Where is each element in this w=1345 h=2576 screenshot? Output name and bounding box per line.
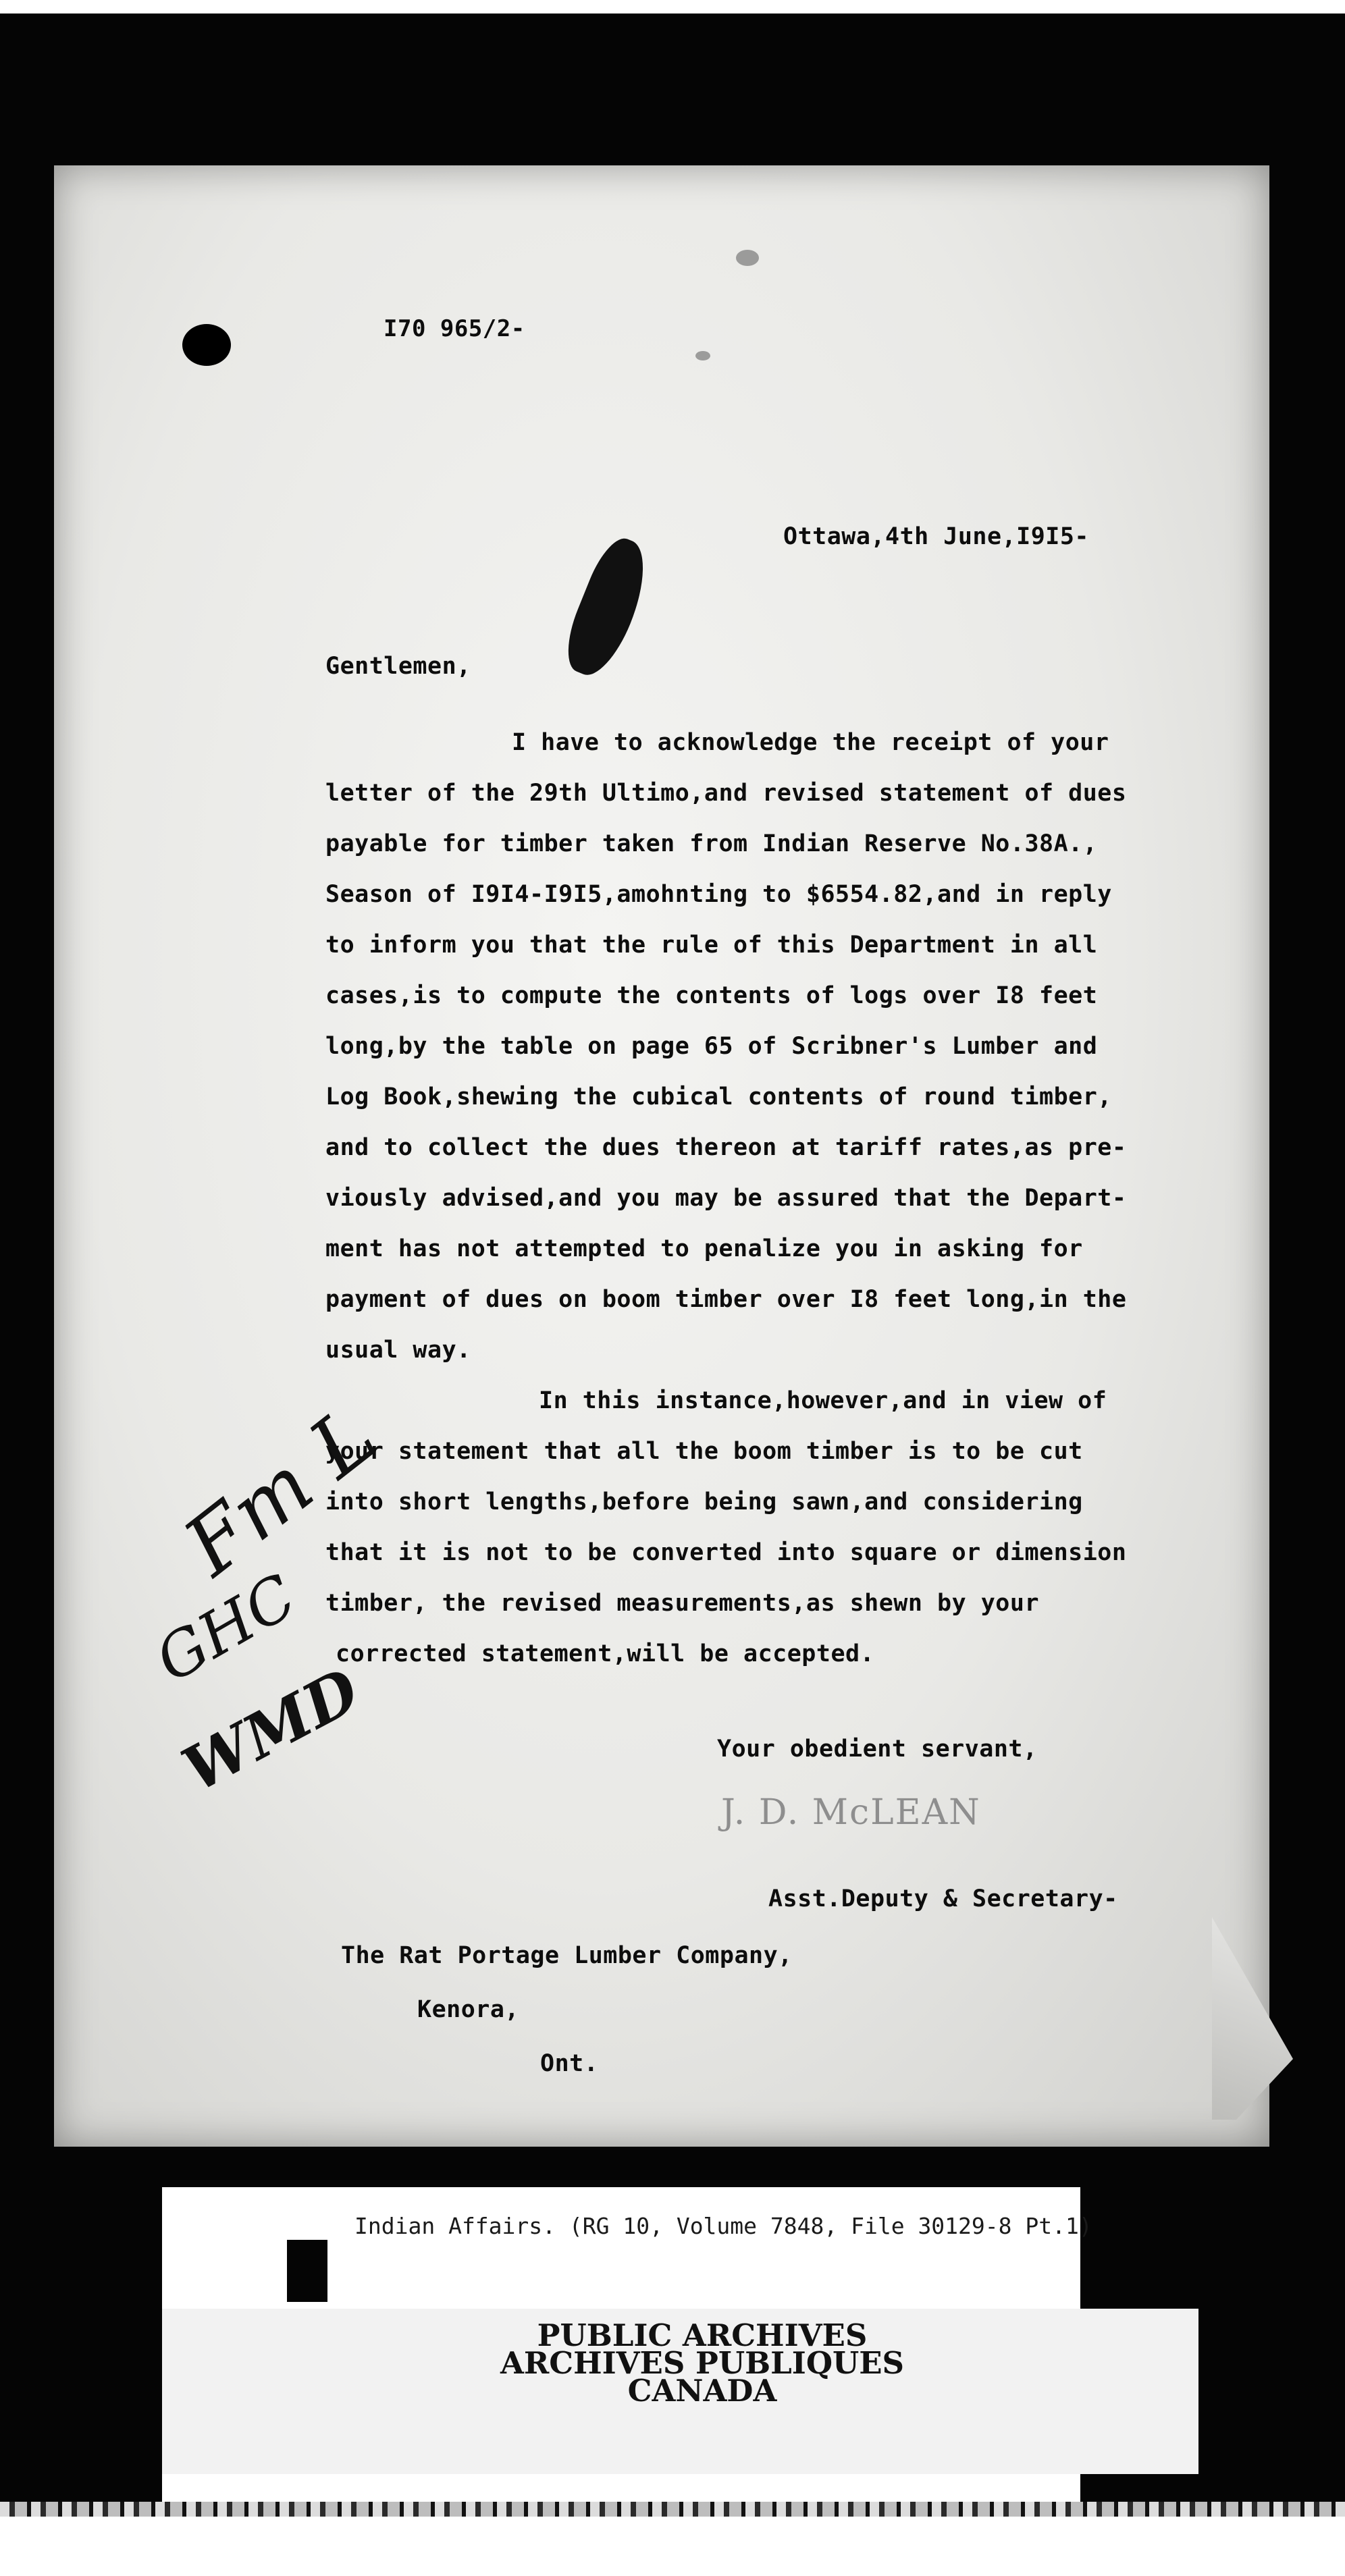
film-top-edge — [0, 0, 1345, 14]
archive-citation: Indian Affairs. (RG 10, Volume 7848, File 30129-8 Pt.1) — [354, 2213, 1092, 2239]
body-line: into short lengths,before being sawn,and considering — [325, 1488, 1083, 1515]
dateline: Ottawa,4th June,I9I5- — [783, 523, 1090, 550]
body-line: I have to acknowledge the receipt of your — [512, 729, 1109, 756]
body-line: payable for timber taken from Indian Reserve No.38A., — [325, 830, 1098, 857]
body-line: and to collect the dues thereon at tariff rates,as pre- — [325, 1134, 1127, 1161]
closing: Your obedient servant, — [717, 1736, 1038, 1763]
body-line: payment of dues on boom timber over I8 feet long,in the — [325, 1286, 1127, 1313]
body-line: letter of the 29th Ultimo,and revised statement of dues — [325, 780, 1127, 807]
body-line: long,by the table on page 65 of Scribner's Lumber and — [325, 1033, 1098, 1060]
archive-name-line: PUBLIC ARCHIVES — [537, 2317, 868, 2353]
body-line: corrected statement,will be accepted. — [336, 1640, 875, 1667]
body-line: timber, the revised measurements,as shewn by your — [325, 1590, 1040, 1617]
archive-name-line: CANADA — [627, 2373, 777, 2409]
label-notch — [287, 2240, 327, 2302]
signature: J. D. McLEAN — [721, 1792, 981, 1833]
addressee-line: Ont. — [540, 2050, 599, 2077]
handwritten-initials: GHC — [144, 1561, 308, 1696]
film-bottom-edge — [0, 2517, 1345, 2576]
addressee-line: The Rat Portage Lumber Company, — [341, 1942, 793, 1969]
ink-spot — [695, 351, 710, 360]
body-line: Log Book,shewing the cubical contents of round timber, — [325, 1083, 1112, 1110]
body-line: your statement that all the boom timber is to be cut — [325, 1438, 1083, 1465]
body-line: In this instance,however,and in view of — [539, 1387, 1107, 1414]
archive-name-line: ARCHIVES PUBLIQUES — [500, 2345, 905, 2381]
body-line: that it is not to be converted into square or dimension — [325, 1539, 1127, 1566]
body-line: ment has not attempted to penalize you in asking for — [325, 1235, 1083, 1262]
signature-title: Asst.Deputy & Secretary- — [768, 1885, 1118, 1912]
film-sprocket-strip — [0, 2502, 1345, 2517]
handwritten-initials: Fm L — [167, 1389, 394, 1594]
handwritten-initials: WMD — [171, 1654, 371, 1806]
body-line: Season of I9I4-I9I5,amohnting to $6554.82,and in reply — [325, 881, 1112, 908]
body-line: to inform you that the rule of this Department in all — [325, 932, 1098, 959]
file-reference: I70 965/2- — [384, 315, 525, 342]
salutation: Gentlemen, — [325, 653, 471, 680]
addressee-line: Kenora, — [417, 1996, 520, 2023]
label-notch — [1080, 2240, 1195, 2307]
punch-hole — [182, 324, 231, 366]
ink-spot — [736, 250, 759, 266]
body-line: cases,is to compute the contents of logs over I8 feet — [325, 982, 1098, 1009]
body-line: usual way. — [325, 1337, 471, 1364]
body-line: viously advised,and you may be assured that the Depart- — [325, 1185, 1127, 1212]
